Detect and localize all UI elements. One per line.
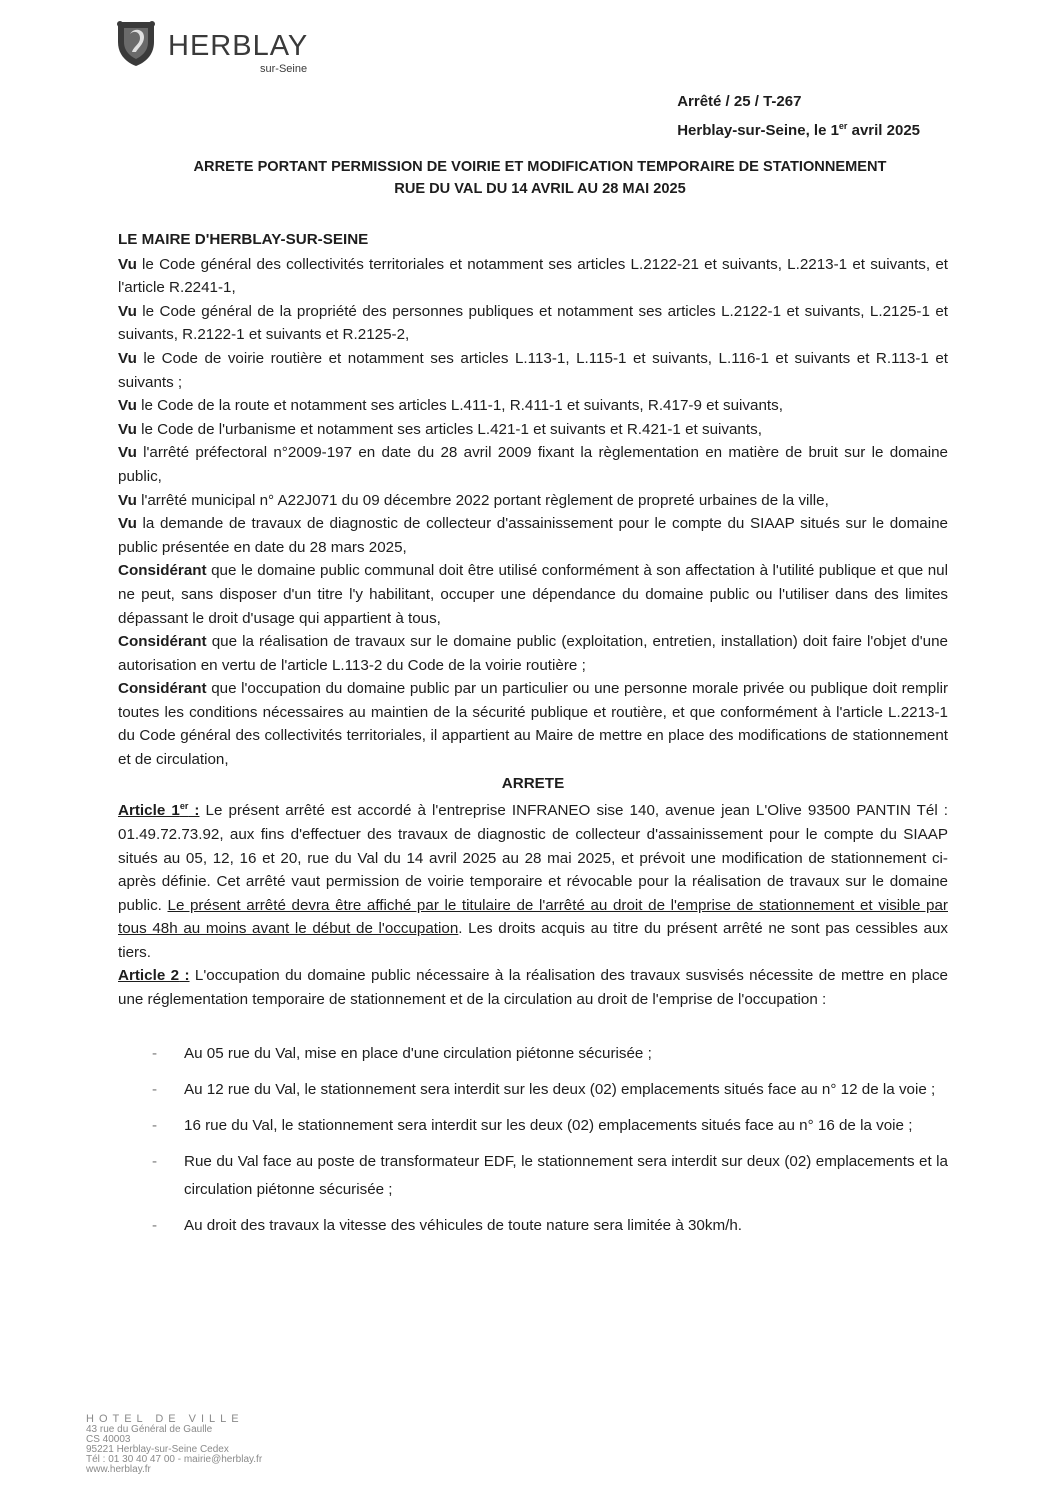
consideration-item (118, 489, 948, 513)
consideration-text: le Code général des collectivités territoriales et notamment ses articles L.2122-21 et suivants, L.2213-1 et suivants, et l'article R.2241-1, (118, 255, 948, 297)
article-2-label: Article 2 : (118, 967, 190, 985)
article-1-label: Article 1er : (118, 801, 200, 820)
article-1-notice: Le présent arrêté devra être affiché par le titulaire de l'arrêté au droit de l'emprise de stationnement et visible par tous 48h au moins avant le début de l'occupation (118, 896, 948, 938)
measure-item (118, 1112, 948, 1140)
logo-subtext: sur-Seine (260, 63, 308, 75)
document-title (100, 156, 980, 200)
footer-address-1: 43 rue du Général de Gaulle (86, 1424, 213, 1435)
consideration-item (118, 394, 948, 418)
arrete-heading: ARRETE (501, 774, 565, 792)
consideration-item (118, 559, 948, 630)
measure-item (118, 1212, 948, 1240)
consideration-label: Vu (118, 420, 137, 438)
consideration-item (118, 512, 948, 559)
title-line-1: ARRETE PORTANT PERMISSION DE VOIRIE ET MODIFICATION TEMPORAIRE DE STATIONNEMENT (193, 159, 887, 175)
consideration-label: Vu (118, 302, 137, 320)
consideration-item (118, 300, 948, 347)
bullet-dash: - (152, 1080, 158, 1098)
bullet-dash: - (152, 1044, 158, 1062)
footer-address-3: 95221 Herblay-sur-Seine Cedex (86, 1444, 229, 1455)
consideration-label: Considérant (118, 680, 207, 698)
document-body (118, 228, 948, 1248)
consideration-item (118, 441, 948, 488)
considerations-list (118, 253, 948, 772)
consideration-text: la demande de travaux de diagnostic de collecteur d'assainissement pour le compte du SIAAP situés sur le domaine public présentée en date du 28 mars 2025, (118, 515, 948, 556)
measure-text: Au droit des travaux la vitesse des véhicules de toute nature sera limitée à 30km/h. (184, 1216, 743, 1234)
measure-text: Au 05 rue du Val, mise en place d'une circulation piétonne sécurisée ; (184, 1044, 652, 1062)
measure-text: Au 12 rue du Val, le stationnement sera interdit sur les deux (02) emplacements situés face au n° 12 de la voie ; (184, 1080, 936, 1098)
mayor-heading: LE MAIRE D'HERBLAY-SUR-SEINE (118, 231, 369, 248)
consideration-item (118, 677, 948, 771)
consideration-label: Vu (118, 255, 137, 273)
article-2 (118, 964, 948, 1011)
article-1 (118, 795, 948, 964)
herblay-logo (112, 18, 332, 78)
logo-name: HERBLAY (168, 30, 309, 62)
consideration-text: l'arrêté municipal n° A22J071 du 09 décembre 2022 portant règlement de propreté urbaines de la ville, (136, 491, 829, 509)
consideration-label: Vu (118, 491, 137, 509)
bullet-dash: - (152, 1216, 158, 1234)
consideration-item (118, 418, 948, 442)
footer-address (86, 1414, 426, 1475)
consideration-item (118, 347, 948, 394)
consideration-text: que la réalisation de travaux sur le domaine public (exploitation, entretien, installation) doit faire l'objet d'une autorisation en vertu de l'article L.113-2 du Code de la voirie routière ; (118, 633, 948, 674)
consideration-text: que le domaine public communal doit être utilisé conformément à son affectation à l'utilité publique et que nul ne peut, sans disposer d'un titre l'y habilitant, occuper une dépendance du domaine public ou l'utiliser dans des limites dépassant le droit d'usage qui appartient à tous, (118, 562, 948, 627)
consideration-label: Considérant (118, 633, 207, 651)
article-2-text: L'occupation du domaine public nécessaire à la réalisation des travaux susvisés nécessite de mettre en place une réglementation temporaire de stationnement et de la circulation au droit de l'emprise de l'occupation : (118, 967, 948, 1009)
title-line-2: RUE DU VAL DU 14 AVRIL AU 28 MAI 2025 (394, 181, 686, 197)
footer-contact: Tél : 01 30 40 47 00 - mairie@herblay.fr (86, 1454, 263, 1465)
consideration-text: l'arrêté préfectoral n°2009-197 en date du 28 avril 2009 fixant la règlementation en matière de bruit sur le domaine public, (118, 444, 948, 485)
footer-website: www.herblay.fr (86, 1464, 151, 1475)
article-1-text-end: . Les droits acquis au titre du présent arrêté ne sont pas cessibles aux tiers. (118, 920, 948, 961)
consideration-text: que l'occupation du domaine public par un particulier ou une personne morale privée ou publique doit remplir toutes les conditions nécessaires au maintien de la sécurité publique et routière, et que conformément à l'article L.2213-1 du Code général des collectivités territoriales, il appartient au Maire de mettre en place des modifications de stationnement et de circulation, (118, 680, 948, 769)
footer-title: HOTEL DE VILLE (86, 1413, 244, 1425)
place-date (677, 114, 920, 143)
consideration-text: le Code général de la propriété des personnes publiques et notamment ses articles L.2122-1 et suivants, L.2125-1 et suivants, R.2122-1 et suivants et R.2125-2, (118, 302, 948, 344)
reference-number: Arrêté / 25 / T-267 (677, 93, 802, 110)
consideration-text: le Code de la route et notamment ses articles L.411-1, R.411-1 et suivants, R.417-9 et suivants, (136, 397, 783, 415)
bullet-dash: - (152, 1116, 158, 1134)
measure-item (118, 1148, 948, 1204)
consideration-label: Vu (118, 349, 137, 367)
measure-item (118, 1040, 948, 1068)
consideration-text: le Code de l'urbanisme et notamment ses articles L.421-1 et suivants et R.421-1 et suivants, (136, 420, 762, 438)
place-date-prefix: Herblay-sur-Seine, le 1 (677, 122, 839, 139)
place-date-sup: er (838, 121, 848, 131)
consideration-item (118, 253, 948, 300)
consideration-text: le Code de voirie routière et notamment ses articles L.113-1, L.115-1 et suivants, L.116-1 et suivants et R.113-1 et suivants ; (118, 349, 948, 391)
footer-address-2: CS 40003 (86, 1434, 131, 1445)
consideration-label: Vu (118, 515, 137, 533)
herblay-crest-icon (112, 18, 160, 68)
measure-text: 16 rue du Val, le stationnement sera interdit sur les deux (02) emplacements situés face au n° 16 de la voie ; (184, 1116, 913, 1134)
consideration-label: Considérant (118, 562, 207, 580)
consideration-item (118, 630, 948, 677)
consideration-label: Vu (118, 397, 137, 415)
measure-item (118, 1076, 948, 1104)
consideration-label: Vu (118, 444, 137, 462)
place-date-suffix: avril 2025 (847, 122, 920, 139)
measures-list (118, 1040, 948, 1240)
bullet-dash: - (152, 1152, 158, 1170)
article-1-text: Le présent arrêté est accordé à l'entreprise INFRANEO sise 140, avenue jean L'Olive 93500 PANTIN Tél : 01.49.72.73.92, aux fins d'effectuer des travaux de diagnostic de collecteur d'assainissement pour le compte du SIAAP situés au 05, 12, 16 et 20, rue du Val du 14 avril 2025 au 28 mai 2025, et prévoit une modification de stationnement ci-après définie. Cet arrêté vaut permission de voirie temporaire et révocable pour la réalisation de travaux sur le domaine public. (118, 802, 949, 914)
measure-text: Rue du Val face au poste de transformateur EDF, le stationnement sera interdit sur deux (02) emplacements et la circulation piétonne sécurisée ; (184, 1152, 948, 1198)
reference-block (677, 90, 920, 143)
